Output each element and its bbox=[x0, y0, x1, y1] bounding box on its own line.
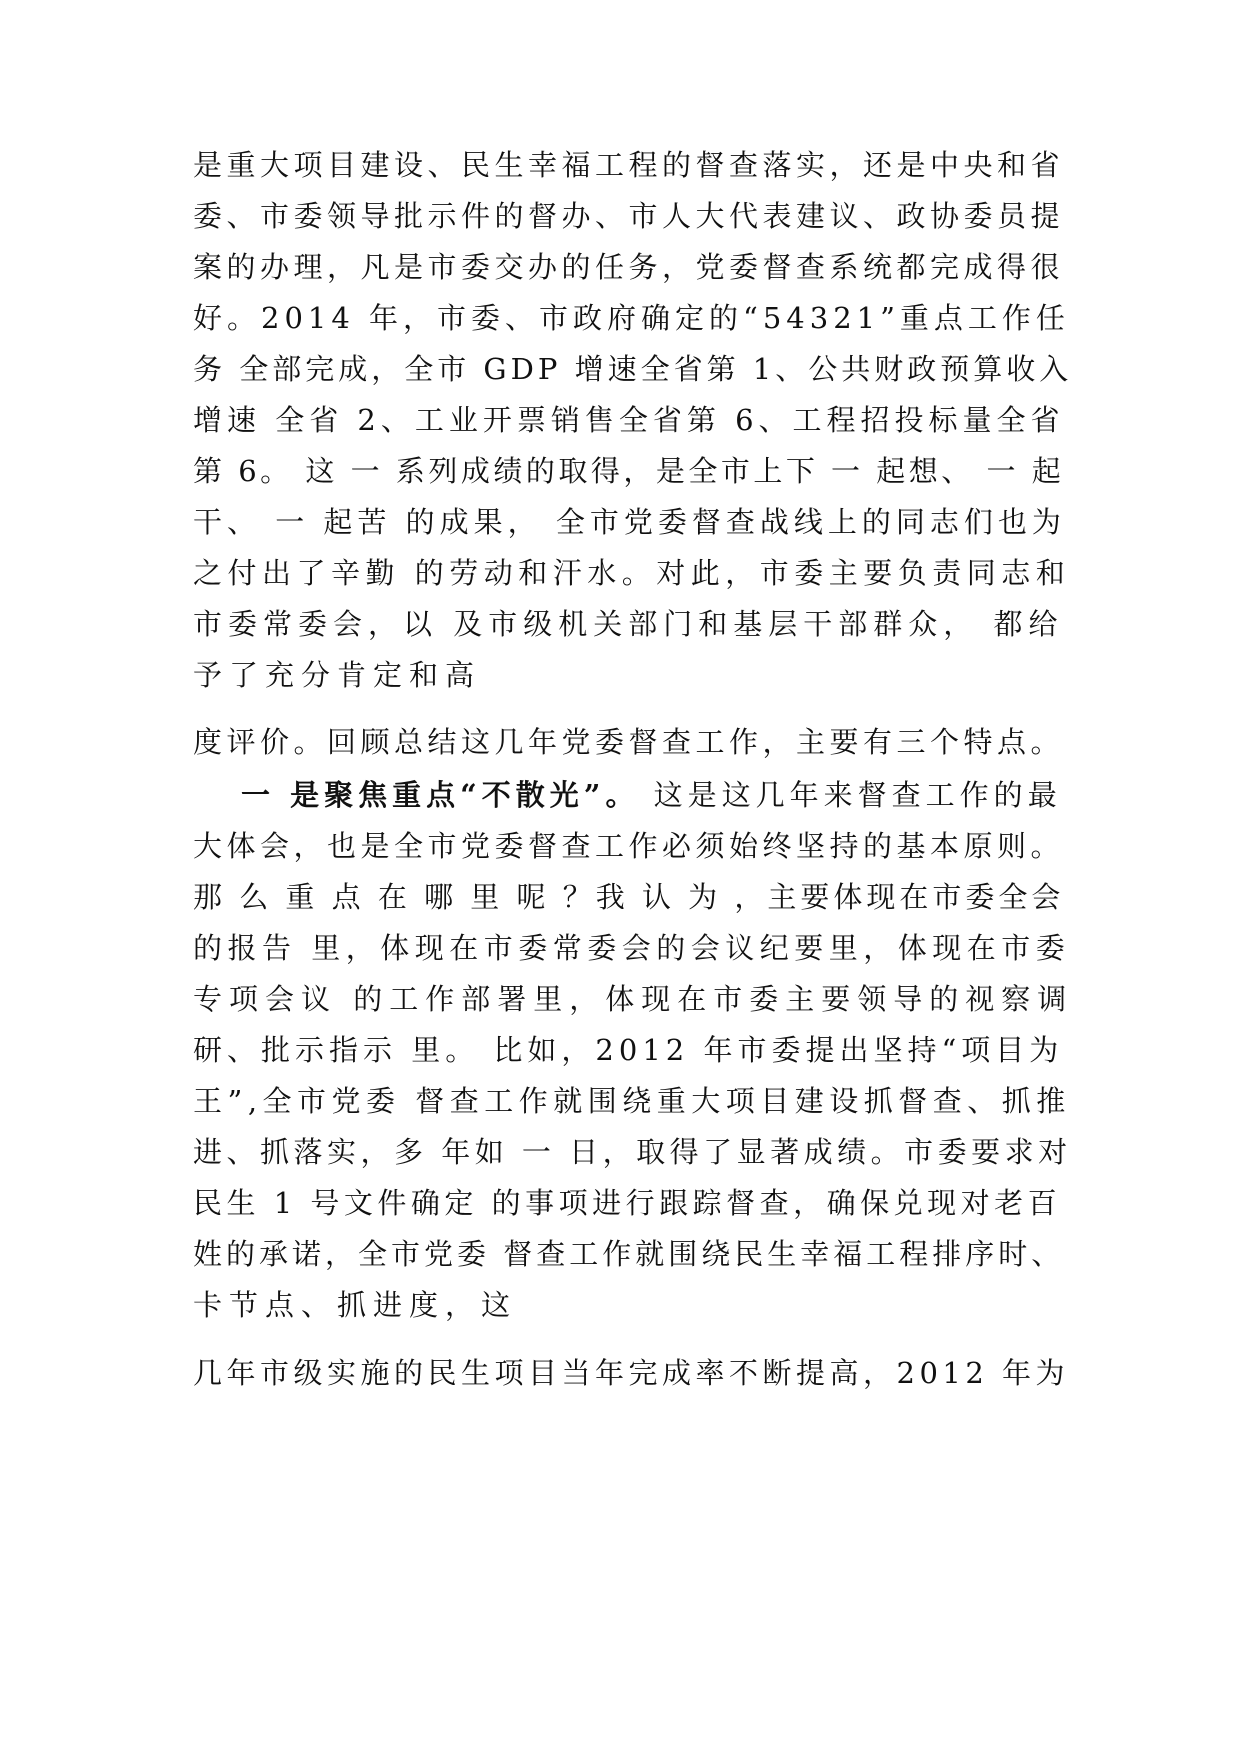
text-line: 民生 1 号文件确定 的事项进行跟踪督查，确保兑现对老百 bbox=[193, 1186, 1062, 1220]
text-line: 几年市级实施的民生项目当年完成率不断提高，2012 年为 bbox=[193, 1356, 1070, 1390]
text-line: 予了充分肯定和高 bbox=[193, 658, 482, 692]
text-line: 好。2014 年，市委、市政府确定的“54321”重点工作任 bbox=[193, 301, 1070, 335]
text-line: 市委常委会，以 及市级机关部门和基层干部群众， 都给 bbox=[193, 607, 1064, 641]
text-line: 委、市委领导批示件的督办、市人大代表建议、政协委员提 bbox=[193, 199, 1065, 233]
text-line: 干、 一 起苦 的成果， 全市党委督查战线上的同志们也为 bbox=[193, 505, 1066, 539]
text-line: 的报告 里，体现在市委常委会的会议纪要里，体现在市委 bbox=[193, 931, 1071, 965]
heading-continuation: 这是这几年来督查工作的最 bbox=[639, 778, 1062, 812]
text-line: 务 全部完成，全市 GDP 增速全省第 1、公共财政预算收入 bbox=[193, 352, 1073, 386]
text-line: 案的办理，凡是市委交办的任务，党委督查系统都完成得很 bbox=[193, 250, 1065, 284]
text-line: 是重大项目建设、民生幸福工程的督查落实，还是中央和省 bbox=[193, 148, 1065, 182]
text-line: 第 6。 这 一 系列成绩的取得，是全市上下 一 起想、 一 起 bbox=[193, 454, 1065, 488]
text-line: 研、批示指示 里。 比如，2012 年市委提出坚持“项目为 bbox=[193, 1033, 1064, 1067]
text-line: 增速 全省 2、工业开票销售全省第 6、工程招投标量全省 bbox=[193, 403, 1065, 437]
paragraph-heading-line bbox=[241, 775, 1073, 815]
text-line: 专项会议 的工作部署里，体现在市委主要领导的视察调 bbox=[193, 982, 1074, 1016]
text-line: 姓的承诺，全市党委 督查工作就围绕民生幸福工程排序时、 bbox=[193, 1237, 1065, 1271]
text-line: 大体会，也是全市党委督查工作必须始终坚持的基本原则。 bbox=[193, 829, 1065, 863]
text-line: 进、抓落实，多 年如 一 日，取得了显著成绩。市委要求对 bbox=[193, 1135, 1072, 1169]
section-heading: 一 是聚焦重点“不散光”。 bbox=[241, 778, 640, 812]
text-line: 之付出了辛勤 的劳动和汗水。对此，市委主要负责同志和 bbox=[193, 556, 1071, 590]
text-line: 度评价。回顾总结这几年党委督查工作，主要有三个特点。 bbox=[193, 725, 1065, 759]
text-line: 王”,全市党委 督查工作就围绕重大项目建设抓督查、抓推 bbox=[193, 1084, 1071, 1118]
text-line: 那 么 重 点 在 哪 里 呢 ？我 认 为 ，主要体现在市委全会 bbox=[193, 880, 1065, 914]
text-line: 卡节点、抓进度，这 bbox=[193, 1288, 518, 1322]
